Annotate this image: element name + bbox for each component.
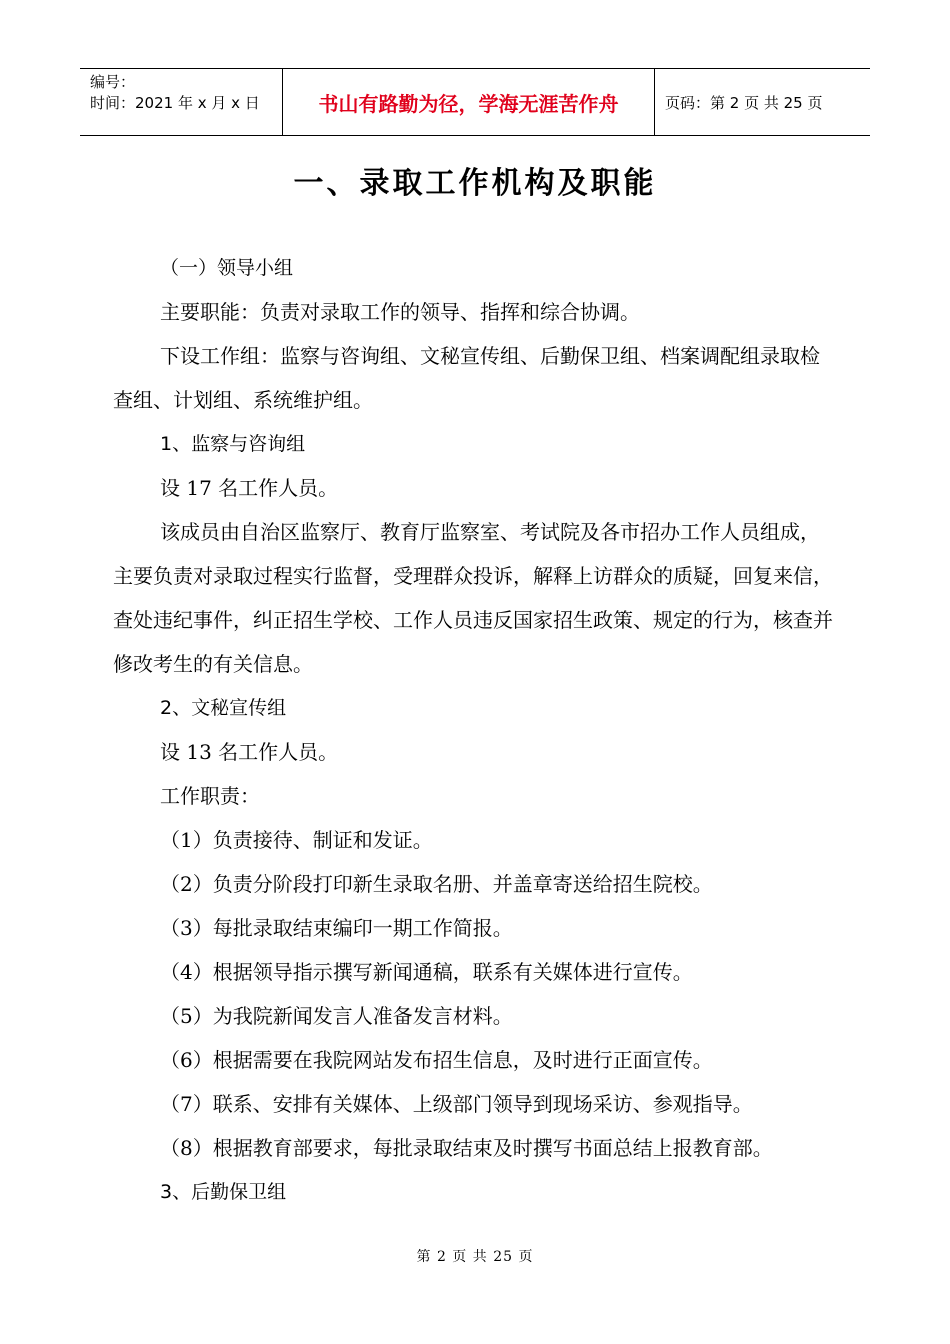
section-heading: （一）领导小组 xyxy=(160,257,294,279)
paragraph: 主要职能：负责对录取工作的领导、指挥和综合协调。 xyxy=(160,300,640,324)
list-item: （3）每批录取结束编印一期工作简报。 xyxy=(160,916,513,940)
number-label: 编号： xyxy=(90,73,136,91)
list-item: （4）根据领导指示撰写新闻通稿，联系有关媒体进行宣传。 xyxy=(160,960,693,984)
list-item: （7）联系、安排有关媒体、上级部门领导到现场采访、参观指导。 xyxy=(160,1092,753,1116)
page-title: 一、录取工作机构及职能 xyxy=(293,166,657,201)
header-table xyxy=(80,68,870,136)
list-item: （1）负责接待、制证和发证。 xyxy=(160,828,433,852)
list-item: （5）为我院新闻发言人准备发言材料。 xyxy=(160,1004,513,1028)
subsection-heading: 1、监察与咨询组 xyxy=(160,433,306,455)
paragraph: 设 17 名工作人员。 xyxy=(160,476,339,500)
header-meta-cell xyxy=(80,69,282,135)
motto: 书山有路勤为径，学海无涯苦作舟 xyxy=(282,69,655,135)
paragraph: 工作职责： xyxy=(160,784,260,808)
document-body xyxy=(113,246,838,1214)
list-item: （8）根据教育部要求，每批录取结束及时撰写书面总结上报教育部。 xyxy=(160,1136,773,1160)
list-item: （2）负责分阶段打印新生录取名册、并盖章寄送给招生院校。 xyxy=(160,872,713,896)
list-item: （6）根据需要在我院网站发布招生信息，及时进行正面宣传。 xyxy=(160,1048,713,1072)
subsection-heading: 2、文秘宣传组 xyxy=(160,697,287,719)
subsection-heading: 3、后勤保卫组 xyxy=(160,1181,287,1203)
paragraph: 该成员由自治区监察厅、教育厅监察室、考试院及各市招办工作人员组成，主要负责对录取过程实行监督，受理群众投诉，解释上访群众的质疑，回复来信，查处违纪事件，纠正招生学校、工作人员违反国家招生政策、规定的行为，核查并修改考生的有关信息。 xyxy=(113,520,833,676)
page-footer: 第 2 页 共 25 页 xyxy=(416,1249,534,1265)
page-info: 页码：第 2 页 共 25 页 xyxy=(665,93,823,112)
date-line: 时间：2021 年 x 月 x 日 xyxy=(90,94,260,112)
paragraph: 设 13 名工作人员。 xyxy=(160,740,339,764)
paragraph: 下设工作组：监察与咨询组、文秘宣传组、后勤保卫组、档案调配组录取检查组、计划组、系统维护组。 xyxy=(113,344,820,412)
